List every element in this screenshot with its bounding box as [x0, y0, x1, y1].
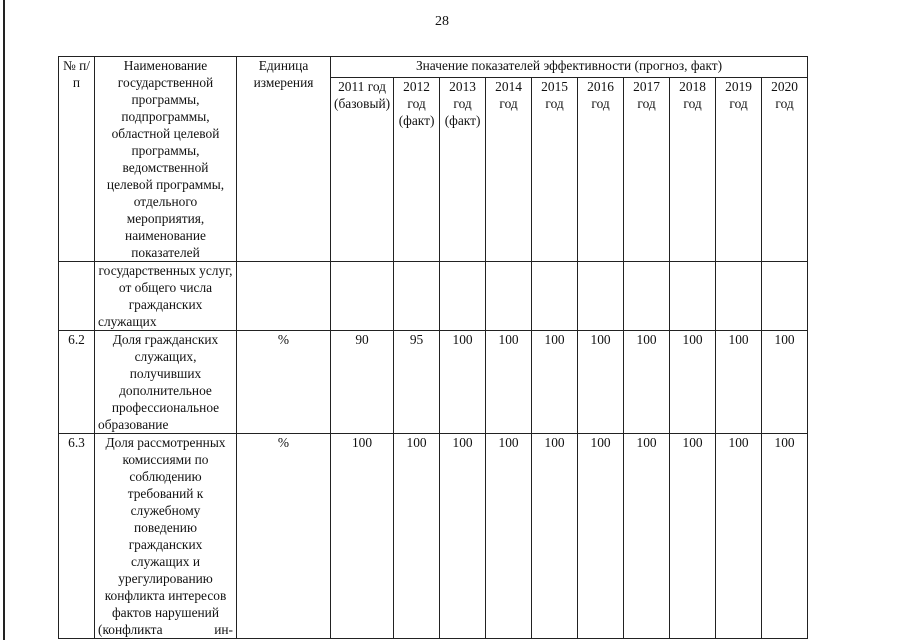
header-year: 2015 год: [532, 77, 578, 261]
row-value: [331, 262, 394, 331]
header-year: 2018 год: [670, 77, 716, 261]
row-value: 90: [331, 331, 394, 434]
row-value: 100: [670, 331, 716, 434]
row-value: 100: [716, 434, 762, 639]
row-value: [670, 262, 716, 331]
header-year: 2014 год: [486, 77, 532, 261]
row-value: 100: [716, 331, 762, 434]
row-name: государственных услуг, от общего числа гражданских служащих: [95, 262, 237, 331]
header-year: 2012 год (факт): [394, 77, 440, 261]
row-value: [578, 262, 624, 331]
header-year: 2011 год (базовый): [331, 77, 394, 261]
row-value: 100: [440, 331, 486, 434]
row-value: [716, 262, 762, 331]
row-value: [440, 262, 486, 331]
row-value: 100: [532, 331, 578, 434]
header-num: № п/п: [59, 57, 95, 262]
header-year: 2020 год: [762, 77, 808, 261]
row-value: 100: [578, 434, 624, 639]
row-value: 100: [486, 331, 532, 434]
table-row: [59, 331, 808, 434]
row-value: 100: [394, 434, 440, 639]
row-num: [59, 262, 95, 331]
row-value: [624, 262, 670, 331]
row-value: 100: [331, 434, 394, 639]
performance-table: [58, 56, 808, 639]
row-value: 100: [624, 331, 670, 434]
row-value: 100: [762, 434, 808, 639]
header-year: 2016 год: [578, 77, 624, 261]
row-value: 100: [486, 434, 532, 639]
header-indicator-group: Значение показателей эффективности (прогноз, факт): [331, 57, 808, 78]
row-unit: %: [237, 434, 331, 639]
table-header-row: [59, 57, 808, 78]
row-value: [762, 262, 808, 331]
row-value: 100: [440, 434, 486, 639]
row-name: Доля рассмотренных комиссиями по соблюдению требований к служебному поведению гражданских служащих и урегулированию конфликта интересов фактов нарушений (конфликта ин-: [95, 434, 237, 639]
header-year: 2019 год: [716, 77, 762, 261]
row-name: Доля гражданских служащих, получивших дополнительное профессиональное образование: [95, 331, 237, 434]
row-value: 100: [532, 434, 578, 639]
header-name: Наименование государственной программы, подпрограммы, областной целевой программы, ведомственной целевой программы, отдельного мероприятия, наименование показателей: [95, 57, 237, 262]
header-year: 2017 год: [624, 77, 670, 261]
row-value: [486, 262, 532, 331]
row-num: 6.2: [59, 331, 95, 434]
page-edge-line: [3, 0, 5, 640]
row-value: 100: [624, 434, 670, 639]
table-row: [59, 262, 808, 331]
row-value: 100: [670, 434, 716, 639]
row-value: [532, 262, 578, 331]
row-value: [394, 262, 440, 331]
page-number: 28: [435, 14, 449, 29]
table-row: [59, 434, 808, 639]
header-unit: Единица измерения: [237, 57, 331, 262]
row-unit: [237, 262, 331, 331]
row-value: 100: [762, 331, 808, 434]
row-num: 6.3: [59, 434, 95, 639]
row-unit: %: [237, 331, 331, 434]
row-value: 95: [394, 331, 440, 434]
header-year: 2013 год (факт): [440, 77, 486, 261]
row-value: 100: [578, 331, 624, 434]
